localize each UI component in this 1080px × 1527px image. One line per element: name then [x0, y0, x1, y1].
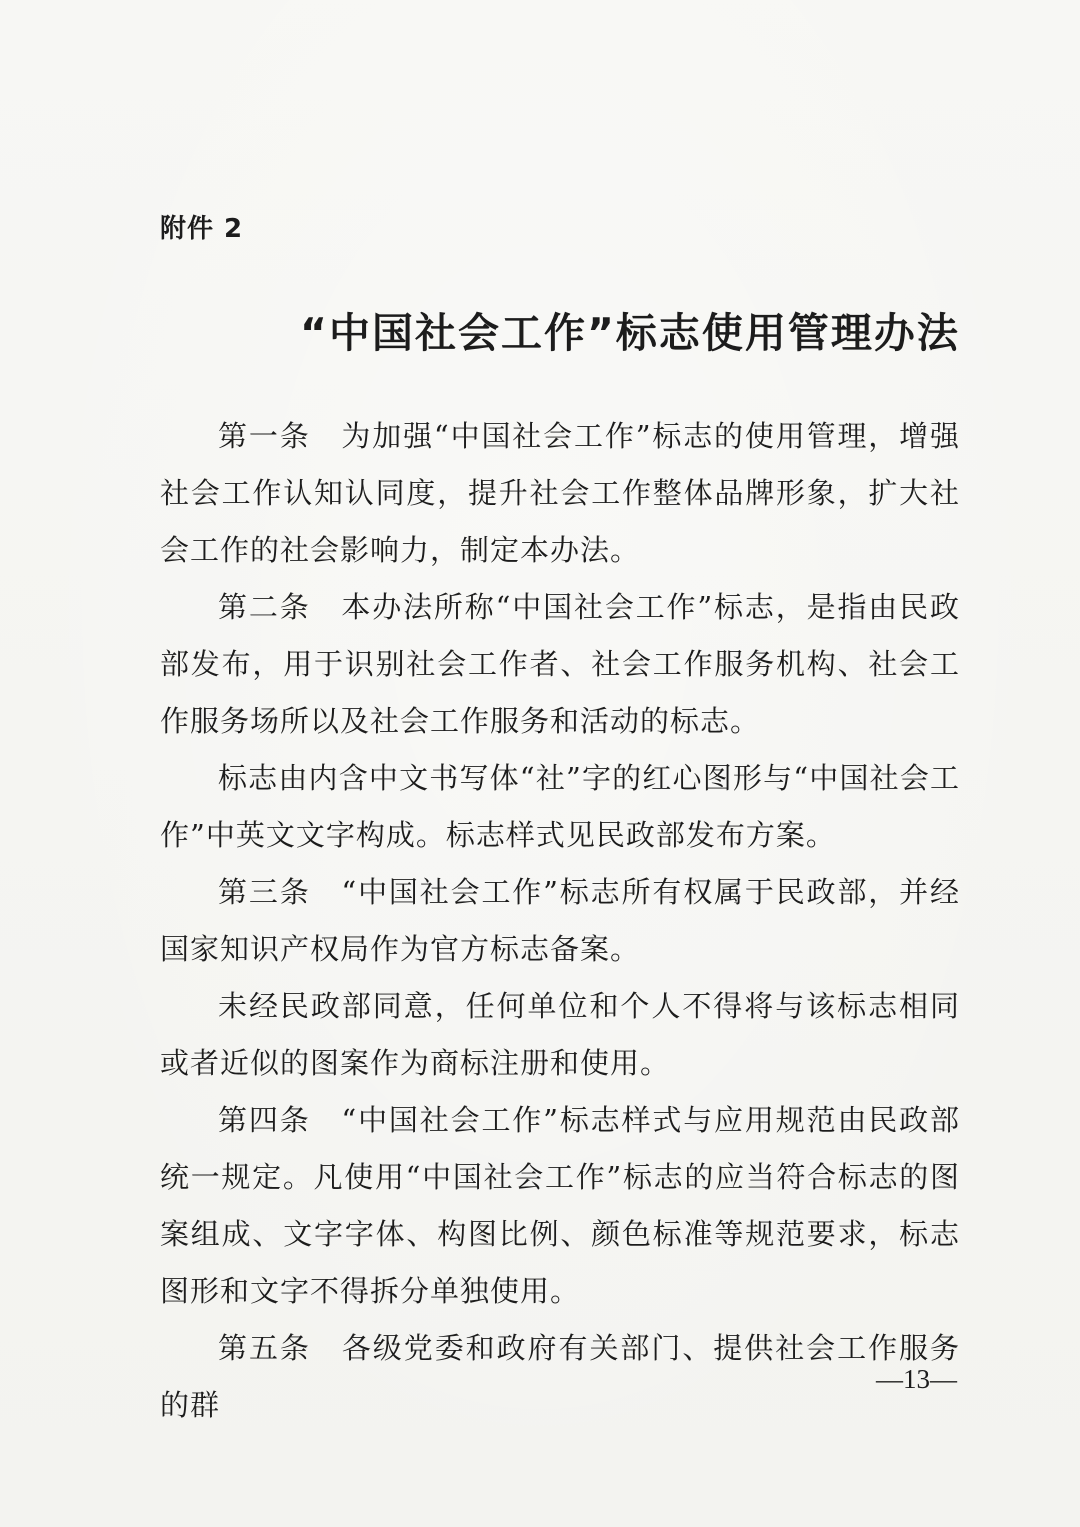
document-body	[160, 408, 960, 1434]
page-number: —13—	[876, 1364, 957, 1394]
document-title: “中国社会工作”标志使用管理办法	[300, 309, 960, 357]
paragraph: 第一条 为加强“中国社会工作”标志的使用管理，增强社会工作认知认同度，提升社会工作整体品牌形象，扩大社会工作的社会影响力，制定本办法。	[160, 419, 960, 567]
paragraph: 第四条 “中国社会工作”标志样式与应用规范由民政部统一规定。凡使用“中国社会工作”标志的应当符合标志的图案组成、文字字体、构图比例、颜色标准等规范要求，标志图形和文字不得拆分单独使用。	[160, 1103, 960, 1308]
attachment-label: 附件 2	[160, 214, 244, 244]
paragraph: 未经民政部同意，任何单位和个人不得将与该标志相同或者近似的图案作为商标注册和使用。	[160, 989, 960, 1080]
paragraph: 第五条 各级党委和政府有关部门、提供社会工作服务的群	[160, 1331, 960, 1422]
paragraph: 第二条 本办法所称“中国社会工作”标志，是指由民政部发布，用于识别社会工作者、社会工作服务机构、社会工作服务场所以及社会工作服务和活动的标志。	[160, 590, 960, 738]
paragraph: 第三条 “中国社会工作”标志所有权属于民政部，并经国家知识产权局作为官方标志备案。	[160, 875, 960, 966]
paragraph: 标志由内含中文书写体“社”字的红心图形与“中国社会工作”中英文文字构成。标志样式见民政部发布方案。	[160, 761, 960, 852]
